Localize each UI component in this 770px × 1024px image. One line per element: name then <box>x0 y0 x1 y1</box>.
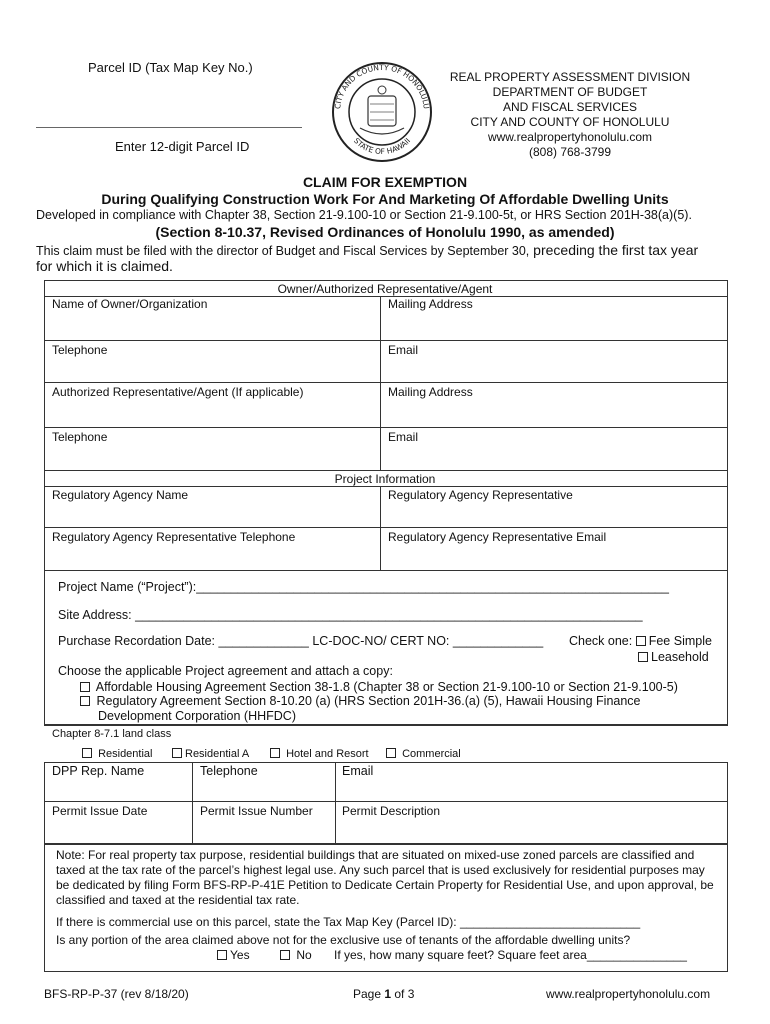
choose-agreement-text: Choose the applicable Project agreement and attach a copy: <box>58 664 393 678</box>
residential-label: Residential <box>98 748 153 760</box>
fee-simple-checkbox[interactable] <box>636 636 646 646</box>
agreement-2-continued: Development Corporation (HHFDC) <box>98 709 296 723</box>
form-title: CLAIM FOR EXEMPTION <box>302 174 468 190</box>
regulatory-agency-tel-field[interactable]: Regulatory Agency Representative Telephone <box>52 530 296 544</box>
hotel-label: Hotel and Resort <box>286 748 369 760</box>
filing-deadline-text <box>36 243 736 275</box>
purchase-recordation-field[interactable]: Purchase Recordation Date: _____________ LC-DOC-NO/ CERT NO: _____________ <box>58 634 544 648</box>
land-class-residential <box>82 748 152 760</box>
commercial-checkbox[interactable] <box>386 748 396 758</box>
agency-website[interactable]: www.realpropertyhonolulu.com <box>487 130 653 144</box>
land-class-commercial <box>386 748 461 760</box>
regulatory-agency-email-field[interactable]: Regulatory Agency Representative Email <box>388 530 607 544</box>
dpp-telephone-field[interactable]: Telephone <box>200 764 258 778</box>
owner-email-field[interactable]: Email <box>388 343 419 357</box>
project-section-header: Project Information <box>334 472 436 486</box>
owner-name-field[interactable]: Name of Owner/Organization <box>52 297 208 311</box>
no-option <box>280 948 312 962</box>
portion-question: Is any portion of the area claimed above not for the exclusive use of tenants of the affordable dwelling units? <box>56 933 631 947</box>
residential-a-checkbox[interactable] <box>172 748 182 758</box>
residential-checkbox[interactable] <box>82 748 92 758</box>
yes-option <box>217 948 250 962</box>
svg-text:CITY AND COUNTY OF HONOLULU: CITY AND COUNTY OF HONOLULU <box>333 62 431 110</box>
leasehold-checkbox[interactable] <box>638 652 648 662</box>
compliance-text: Developed in compliance with Chapter 38, Section 21-9.100-10 or Section 21-9.100-5t, or HRS Section 201H-38(a)(5). <box>36 208 692 222</box>
parcel-id-label: Parcel ID (Tax Map Key No.) <box>88 60 253 75</box>
page-total: of 3 <box>391 987 415 1001</box>
city-seal-icon <box>330 60 434 164</box>
permit-description-field[interactable]: Permit Description <box>342 804 441 818</box>
page-indicator <box>353 987 414 1001</box>
agency-line: AND FISCAL SERVICES <box>502 100 638 114</box>
dpp-rep-name-field[interactable]: DPP Rep. Name <box>52 764 145 778</box>
fee-simple-label: Fee Simple <box>648 634 712 648</box>
agreement-1-checkbox[interactable] <box>80 682 90 692</box>
agreement-option-2 <box>80 694 641 708</box>
land-class-residential-a <box>172 748 249 760</box>
check-one-text: Check one: <box>569 634 633 648</box>
owner-section-header: Owner/Authorized Representative/Agent <box>277 282 493 296</box>
agent-name-field[interactable]: Authorized Representative/Agent (If applicable) <box>52 385 304 399</box>
agency-phone: (808) 768-3799 <box>528 145 612 159</box>
owner-telephone-field[interactable]: Telephone <box>52 343 108 357</box>
agency-line: REAL PROPERTY ASSESSMENT DIVISION <box>449 70 691 84</box>
agreement-2-checkbox[interactable] <box>80 696 90 706</box>
site-address-field[interactable]: Site Address: _________________________________________________________________________ <box>58 608 643 622</box>
regulatory-agency-rep-field[interactable]: Regulatory Agency Representative <box>388 488 573 502</box>
permit-issue-number-field[interactable]: Permit Issue Number <box>200 804 313 818</box>
project-name-field[interactable]: Project Name (“Project”):____________________________________________________________________ <box>58 580 669 594</box>
agency-line: DEPARTMENT OF BUDGET <box>492 85 648 99</box>
ordinance-section: (Section 8-10.37, Revised Ordinances of Honolulu 1990, as amended) <box>155 224 615 240</box>
agent-mailing-field[interactable]: Mailing Address <box>388 385 473 399</box>
commercial-tmk-field[interactable]: If there is commercial use on this parcel, state the Tax Map Key (Parcel ID): ___________________________ <box>56 915 641 929</box>
agreement-2-label: Regulatory Agreement Section 8-10.20 (a) (HRS Section 201H-36.(a) (5), Hawaii Housing Finance <box>96 694 641 708</box>
land-class-hotel <box>270 748 369 760</box>
agent-email-field[interactable]: Email <box>388 430 419 444</box>
form-number: BFS-RP-P-37 (rev 8/18/20) <box>44 987 189 1001</box>
footer-website[interactable]: www.realpropertyhonolulu.com <box>546 987 711 1001</box>
deadline-part: This claim must be filed with the director of Budget and Fiscal Services by September 30, <box>36 244 530 258</box>
owner-mailing-field[interactable]: Mailing Address <box>388 297 473 311</box>
svg-text:STATE OF HAWAII: STATE OF HAWAII <box>351 136 413 157</box>
deadline-part: for which it is claimed. <box>36 258 173 274</box>
page-number: 1 <box>384 987 392 1001</box>
parcel-id-line[interactable] <box>36 127 302 128</box>
square-feet-field[interactable]: If yes, how many square feet? Square feet area_______________ <box>334 948 687 962</box>
agency-address <box>420 70 720 160</box>
residential-a-label: Residential A <box>185 748 250 760</box>
agreement-option-1 <box>80 680 678 694</box>
hotel-checkbox[interactable] <box>270 748 280 758</box>
agreement-1-label: Affordable Housing Agreement Section 38-1.8 (Chapter 38 or Section 21-9.100-10 or Section 21-9.100-5) <box>95 680 678 694</box>
regulatory-agency-name-field[interactable]: Regulatory Agency Name <box>52 488 189 502</box>
leasehold-option <box>638 650 709 664</box>
form-subtitle: During Qualifying Construction Work For And Marketing Of Affordable Dwelling Units <box>101 191 669 207</box>
owner-project-table <box>44 280 728 726</box>
leasehold-label: Leasehold <box>651 650 709 664</box>
yes-checkbox[interactable] <box>217 950 227 960</box>
no-checkbox[interactable] <box>280 950 290 960</box>
parcel-id-hint: Enter 12-digit Parcel ID <box>115 139 250 154</box>
yes-label: Yes <box>230 948 250 962</box>
land-class-label: Chapter 8-7.1 land class <box>52 728 172 740</box>
no-label: No <box>296 948 312 962</box>
commercial-label: Commercial <box>402 748 461 760</box>
deadline-part: preceding the first tax year <box>529 242 699 258</box>
dpp-email-field[interactable]: Email <box>342 764 374 778</box>
agency-line: CITY AND COUNTY OF HONOLULU <box>470 115 670 129</box>
mixed-use-note: Note: For real property tax purpose, residential buildings that are situated on mixed-use zoned parcels are classified and taxed at the tax rate of the parcel’s highest legal use. Any such parcel that is used exclusively for residential purposes may be dedicated by filing Form BFS-RP-P-41E Petition to Dedicate Certain Property for Residential Use, and upon approval, be classified and taxed at the residential tax rate. <box>56 848 714 907</box>
permit-issue-date-field[interactable]: Permit Issue Date <box>52 804 148 818</box>
page-prefix: Page <box>353 987 385 1001</box>
agent-telephone-field[interactable]: Telephone <box>52 430 108 444</box>
check-one-label <box>569 634 712 648</box>
